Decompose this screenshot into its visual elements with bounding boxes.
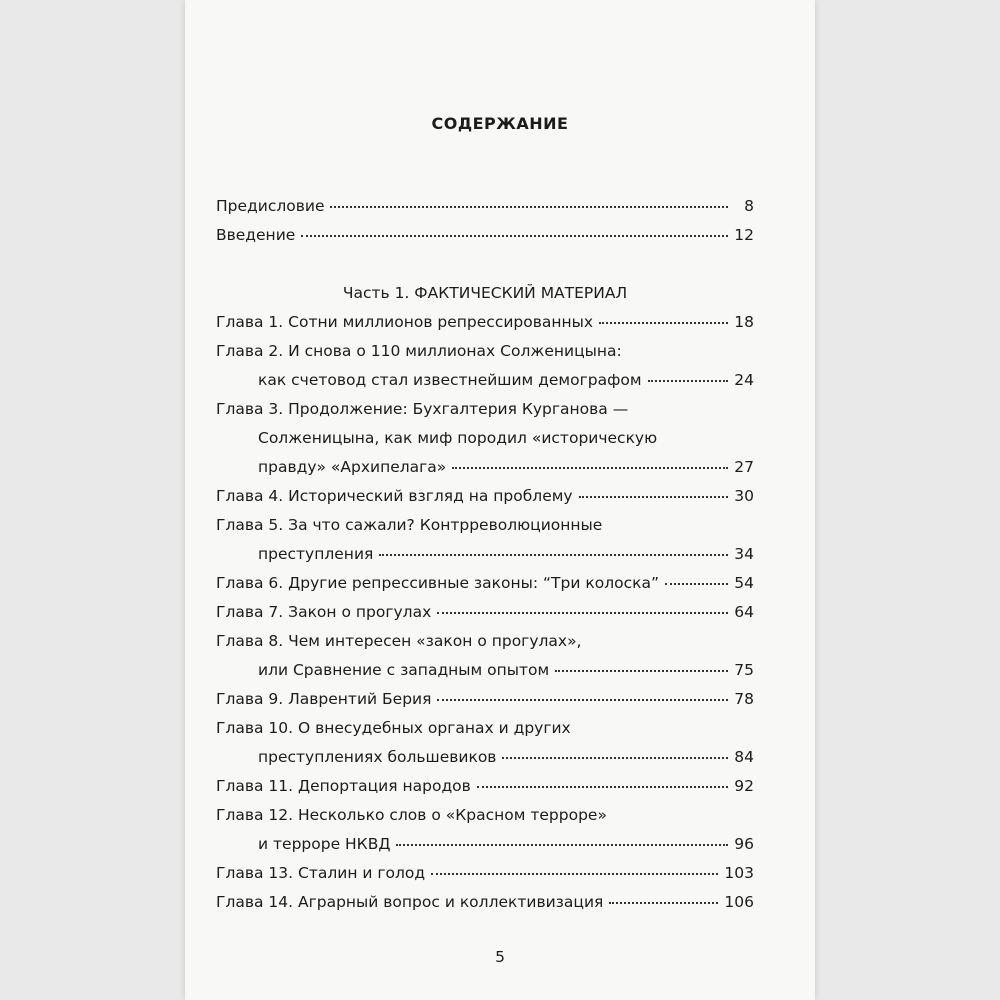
toc-entry <box>216 859 754 888</box>
dot-leader <box>301 234 728 237</box>
entry-label: Глава 7. Закон о прогулах <box>216 603 432 621</box>
entry-page-number: 18 <box>734 313 754 331</box>
entry-label: Введение <box>216 226 296 244</box>
dot-leader <box>502 756 728 759</box>
entry-page-number: 30 <box>734 487 754 505</box>
toc-entry <box>216 511 754 540</box>
toc-entry <box>216 192 754 221</box>
entry-label: правду» «Архипелага» <box>258 458 447 476</box>
entry-label: Глава 3. Продолжение: Бухгалтерия Курганова — <box>216 400 629 418</box>
entry-label: Глава 2. И снова о 110 миллионах Солженицына: <box>216 342 622 360</box>
entry-page-number: 84 <box>734 748 754 766</box>
dot-leader <box>452 466 728 469</box>
dot-leader <box>379 553 728 556</box>
toc-entry-continuation <box>216 830 754 859</box>
entry-page-number: 64 <box>734 603 754 621</box>
book-page <box>185 0 815 1000</box>
entry-label: Глава 6. Другие репрессивные законы: “Три колоска” <box>216 574 659 592</box>
dot-leader <box>477 785 728 788</box>
table-of-contents <box>216 192 754 917</box>
toc-entry <box>216 569 754 598</box>
toc-entry <box>216 482 754 511</box>
dot-leader <box>396 843 728 846</box>
toc-entry-continuation <box>216 366 754 395</box>
entry-label: Глава 1. Сотни миллионов репрессированных <box>216 313 594 331</box>
toc-entry <box>216 308 754 337</box>
entry-label: Глава 9. Лаврентий Берия <box>216 690 432 708</box>
part-title: Часть 1. ФАКТИЧЕСКИЙ МАТЕРИАЛ <box>342 284 628 302</box>
dot-leader <box>579 495 728 498</box>
toc-entry-continuation <box>216 540 754 569</box>
toc-title: СОДЕРЖАНИЕ <box>431 114 569 133</box>
entry-page-number: 12 <box>734 226 754 244</box>
dot-leader <box>437 698 728 701</box>
entry-label: как счетовод стал известнейшим демографом <box>258 371 642 389</box>
entry-label: преступления <box>258 545 374 563</box>
entry-label: Глава 14. Аграрный вопрос и коллективизация <box>216 893 604 911</box>
toc-entry <box>216 801 754 830</box>
toc-entry <box>216 395 754 424</box>
toc-entry <box>216 337 754 366</box>
entry-page-number: 24 <box>734 371 754 389</box>
entry-page-number: 75 <box>734 661 754 679</box>
entry-label: и терроре НКВД <box>258 835 391 853</box>
toc-entry-continuation <box>216 453 754 482</box>
dot-leader <box>431 872 718 875</box>
entry-page-number: 96 <box>734 835 754 853</box>
toc-entry <box>216 627 754 656</box>
entry-label: Солженицына, как миф породил «историческую <box>258 429 658 447</box>
entry-page-number: 103 <box>724 864 754 882</box>
dot-leader <box>437 611 728 614</box>
entry-label: Глава 13. Сталин и голод <box>216 864 426 882</box>
toc-entry <box>216 598 754 627</box>
entry-page-number: 78 <box>734 690 754 708</box>
toc-entry <box>216 772 754 801</box>
entry-page-number: 54 <box>734 574 754 592</box>
toc-entry <box>216 714 754 743</box>
dot-leader <box>609 901 718 904</box>
entry-label: Глава 8. Чем интересен «закон о прогулах», <box>216 632 582 650</box>
entry-label: Глава 12. Несколько слов о «Красном терроре» <box>216 806 607 824</box>
spacer <box>216 250 754 279</box>
dot-leader <box>555 669 728 672</box>
entry-label: или Сравнение с западным опытом <box>258 661 550 679</box>
toc-entry <box>216 888 754 917</box>
toc-entry-continuation <box>216 743 754 772</box>
entry-page-number: 34 <box>734 545 754 563</box>
toc-entry <box>216 221 754 250</box>
entry-label: Предисловие <box>216 197 325 215</box>
page-number: 5 <box>495 948 505 966</box>
entry-page-number: 27 <box>734 458 754 476</box>
entry-page-number: 92 <box>734 777 754 795</box>
entry-label: преступлениях большевиков <box>258 748 497 766</box>
entry-label: Глава 4. Исторический взгляд на проблему <box>216 487 573 505</box>
dot-leader <box>648 379 728 382</box>
dot-leader <box>330 205 728 208</box>
dot-leader <box>599 321 728 324</box>
entry-page-number: 106 <box>724 893 754 911</box>
entry-label: Глава 11. Депортация народов <box>216 777 471 795</box>
toc-entry-continuation <box>216 656 754 685</box>
toc-entry <box>216 685 754 714</box>
entry-page-number: 8 <box>744 197 754 215</box>
toc-entry-continuation <box>216 424 754 453</box>
part-heading <box>216 279 754 308</box>
dot-leader <box>665 582 728 585</box>
entry-label: Глава 5. За что сажали? Контрреволюционные <box>216 516 603 534</box>
entry-label: Глава 10. О внесудебных органах и других <box>216 719 571 737</box>
